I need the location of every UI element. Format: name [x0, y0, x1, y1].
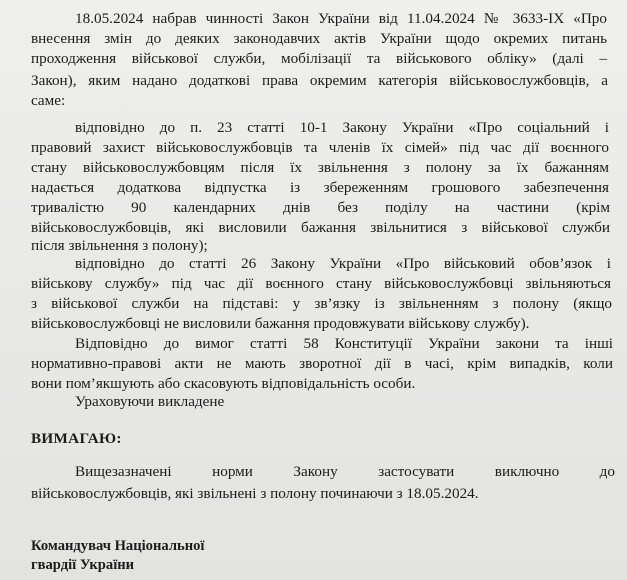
signature-line-2: гвардії України — [31, 557, 135, 573]
intro-line-4: Закон), яким надано додаткові права окремим категорія військовослужбовців, а — [31, 72, 608, 89]
item1-line-2: правовий захист військовослужбовців та членів їх сімей» під час дії воєнного — [31, 139, 609, 156]
intro-line-1: 18.05.2024 набрав чинності Закон України від 11.04.2024 № 3633-IX «Про — [75, 10, 607, 27]
constitution-line-2: нормативно-правові акти не мають зворотної дії в часі, крім випадків, коли — [31, 355, 613, 372]
item1-line-6: військовослужбовців, які висловили бажання звільнитися з військової служби — [31, 219, 610, 236]
intro-line-5: саме: — [31, 92, 66, 109]
item2-line-2: військову службу» під час дії воєнного стану військовослужбовці звільняються — [31, 275, 611, 292]
item1-line-3: стану військовослужбовцям після їх звільнення з полону за їх бажанням — [31, 159, 609, 176]
demand-heading: ВИМАГАЮ: — [31, 430, 122, 447]
signature-line-1: Командувач Національної — [31, 538, 205, 554]
intro-line-3: проходження військової служби, мобілізації та військового обліку» (далі – — [31, 50, 607, 67]
constitution-line-1: Відповідно до вимог статті 58 Конституції України закони та інші — [75, 335, 613, 352]
item2-line-1: відповідно до статті 26 Закону України «Про військовий обов’язок і — [75, 255, 611, 272]
demand-line-1: Вищезазначені норми Закону застосувати виключно до — [75, 463, 615, 480]
demand-line-2: військовослужбовців, які звільнені з полону починаючи з 18.05.2024. — [31, 485, 479, 502]
intro-line-2: внесення змін до деяких законодавчих актів України щодо окремих питань — [31, 30, 607, 47]
item1-line-7: після звільнення з полону); — [31, 237, 208, 254]
constitution-line-3: вони пом’якшують або скасовують відповідальність особи. — [31, 375, 416, 392]
item1-line-4: надається додаткова відпустка із збереженням грошового забезпечення — [31, 179, 609, 196]
item1-line-5: тривалістю 90 календарних днів без поділу на частини (крім — [31, 199, 610, 216]
item2-line-4: військовослужбовці не висловили бажання продовжувати військову службу). — [31, 315, 530, 332]
item2-line-3: з військової служби на підставі: у зв’язку із звільненням з полону (якщо — [31, 295, 612, 312]
considering-line: Ураховуючи викладене — [75, 393, 225, 410]
item1-line-1: відповідно до п. 23 статті 10-1 Закону України «Про соціальний і — [75, 119, 609, 136]
